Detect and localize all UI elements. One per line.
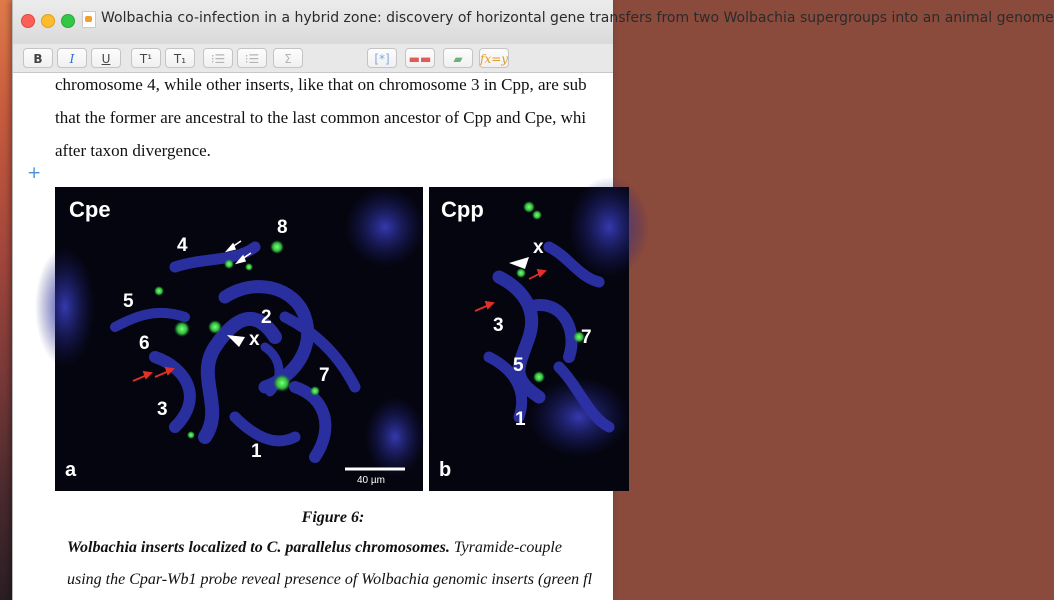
zoom-window-button[interactable]	[61, 14, 75, 28]
close-window-button[interactable]	[21, 14, 35, 28]
app-window	[12, 0, 1054, 600]
chromosome-label-7: 7	[319, 365, 330, 386]
micrograph-b	[429, 187, 629, 491]
caption-bold-text: Wolbachia inserts localized to C. parallelus chromosomes.	[67, 539, 450, 556]
chromosome-label-7: 7	[581, 327, 592, 348]
sum-button[interactable]: Σ	[273, 48, 303, 68]
title-bar	[13, 0, 1054, 45]
chromosome-label-8: 8	[277, 217, 288, 238]
figure-caption-line: using the Cpar-Wb1 probe reveal presence of Wolbachia genomic inserts (green fl	[67, 571, 593, 588]
citation-button[interactable]: [*]	[367, 48, 397, 68]
image-button[interactable]: ▰	[443, 48, 473, 68]
numbered-list-button[interactable]: ⁝☰	[237, 48, 267, 68]
arrowhead-marker	[227, 335, 245, 347]
panel-a-letter: a	[65, 459, 77, 481]
underline-button[interactable]: U	[91, 48, 121, 68]
chromosome-label-5: 5	[123, 291, 134, 312]
figure-caption-line	[67, 539, 562, 557]
minimize-window-button[interactable]	[41, 14, 55, 28]
chromosome-label-6: 6	[139, 333, 150, 354]
figure-panel-a	[55, 187, 423, 491]
arrowhead-marker	[509, 257, 529, 269]
body-text-line: that the former are ancestral to the last common ancestor of Cpp and Cpe, whi	[55, 108, 587, 127]
table-button[interactable]: ▬▬	[405, 48, 435, 68]
bold-button[interactable]: B	[23, 48, 53, 68]
figure-6	[55, 187, 615, 491]
window-title: Wolbachia co-infection in a hybrid zone: discovery of horizontal gene transfers from two Wolbachia supergroups into an animal genome	[101, 10, 1054, 26]
chromosome-label-1: 1	[515, 409, 526, 430]
chromosome-label-2: 2	[261, 307, 272, 328]
format-toolbar	[13, 44, 613, 73]
chromosome-label-5: 5	[513, 355, 524, 376]
chromosome-label-4: 4	[177, 235, 188, 256]
subscript-button[interactable]: T₁	[165, 48, 195, 68]
chromosome-label-3: 3	[157, 399, 168, 420]
insert-block-plus-icon[interactable]: +	[27, 163, 42, 183]
formula-button[interactable]: fx=y	[479, 48, 509, 68]
panel-b-letter: b	[439, 459, 452, 481]
figure-panel-b	[429, 187, 629, 491]
chromosome-label-x: x	[533, 237, 544, 258]
body-text-line: after taxon divergence.	[55, 141, 211, 160]
chromosome-label-3: 3	[493, 315, 504, 336]
document-body[interactable]	[13, 73, 613, 600]
italic-button[interactable]: I	[57, 48, 87, 68]
body-text-line: chromosome 4, while other inserts, like that on chromosome 3 in Cpp, are sub	[55, 75, 587, 94]
caption-rest-text: Tyramide-couple	[449, 539, 562, 556]
panel-a-title: Cpe	[69, 197, 111, 222]
document-icon	[82, 11, 96, 28]
bullet-list-button[interactable]: ⁝☰	[203, 48, 233, 68]
chromosome-label-x: x	[249, 329, 260, 350]
superscript-button[interactable]: T¹	[131, 48, 161, 68]
chromosome-label-1: 1	[251, 441, 262, 462]
figure-caption-title: Figure 6:	[301, 509, 365, 526]
panel-b-title: Cpp	[441, 197, 484, 222]
micrograph-a	[55, 187, 423, 491]
scale-bar-label: 40 µm	[357, 475, 385, 486]
